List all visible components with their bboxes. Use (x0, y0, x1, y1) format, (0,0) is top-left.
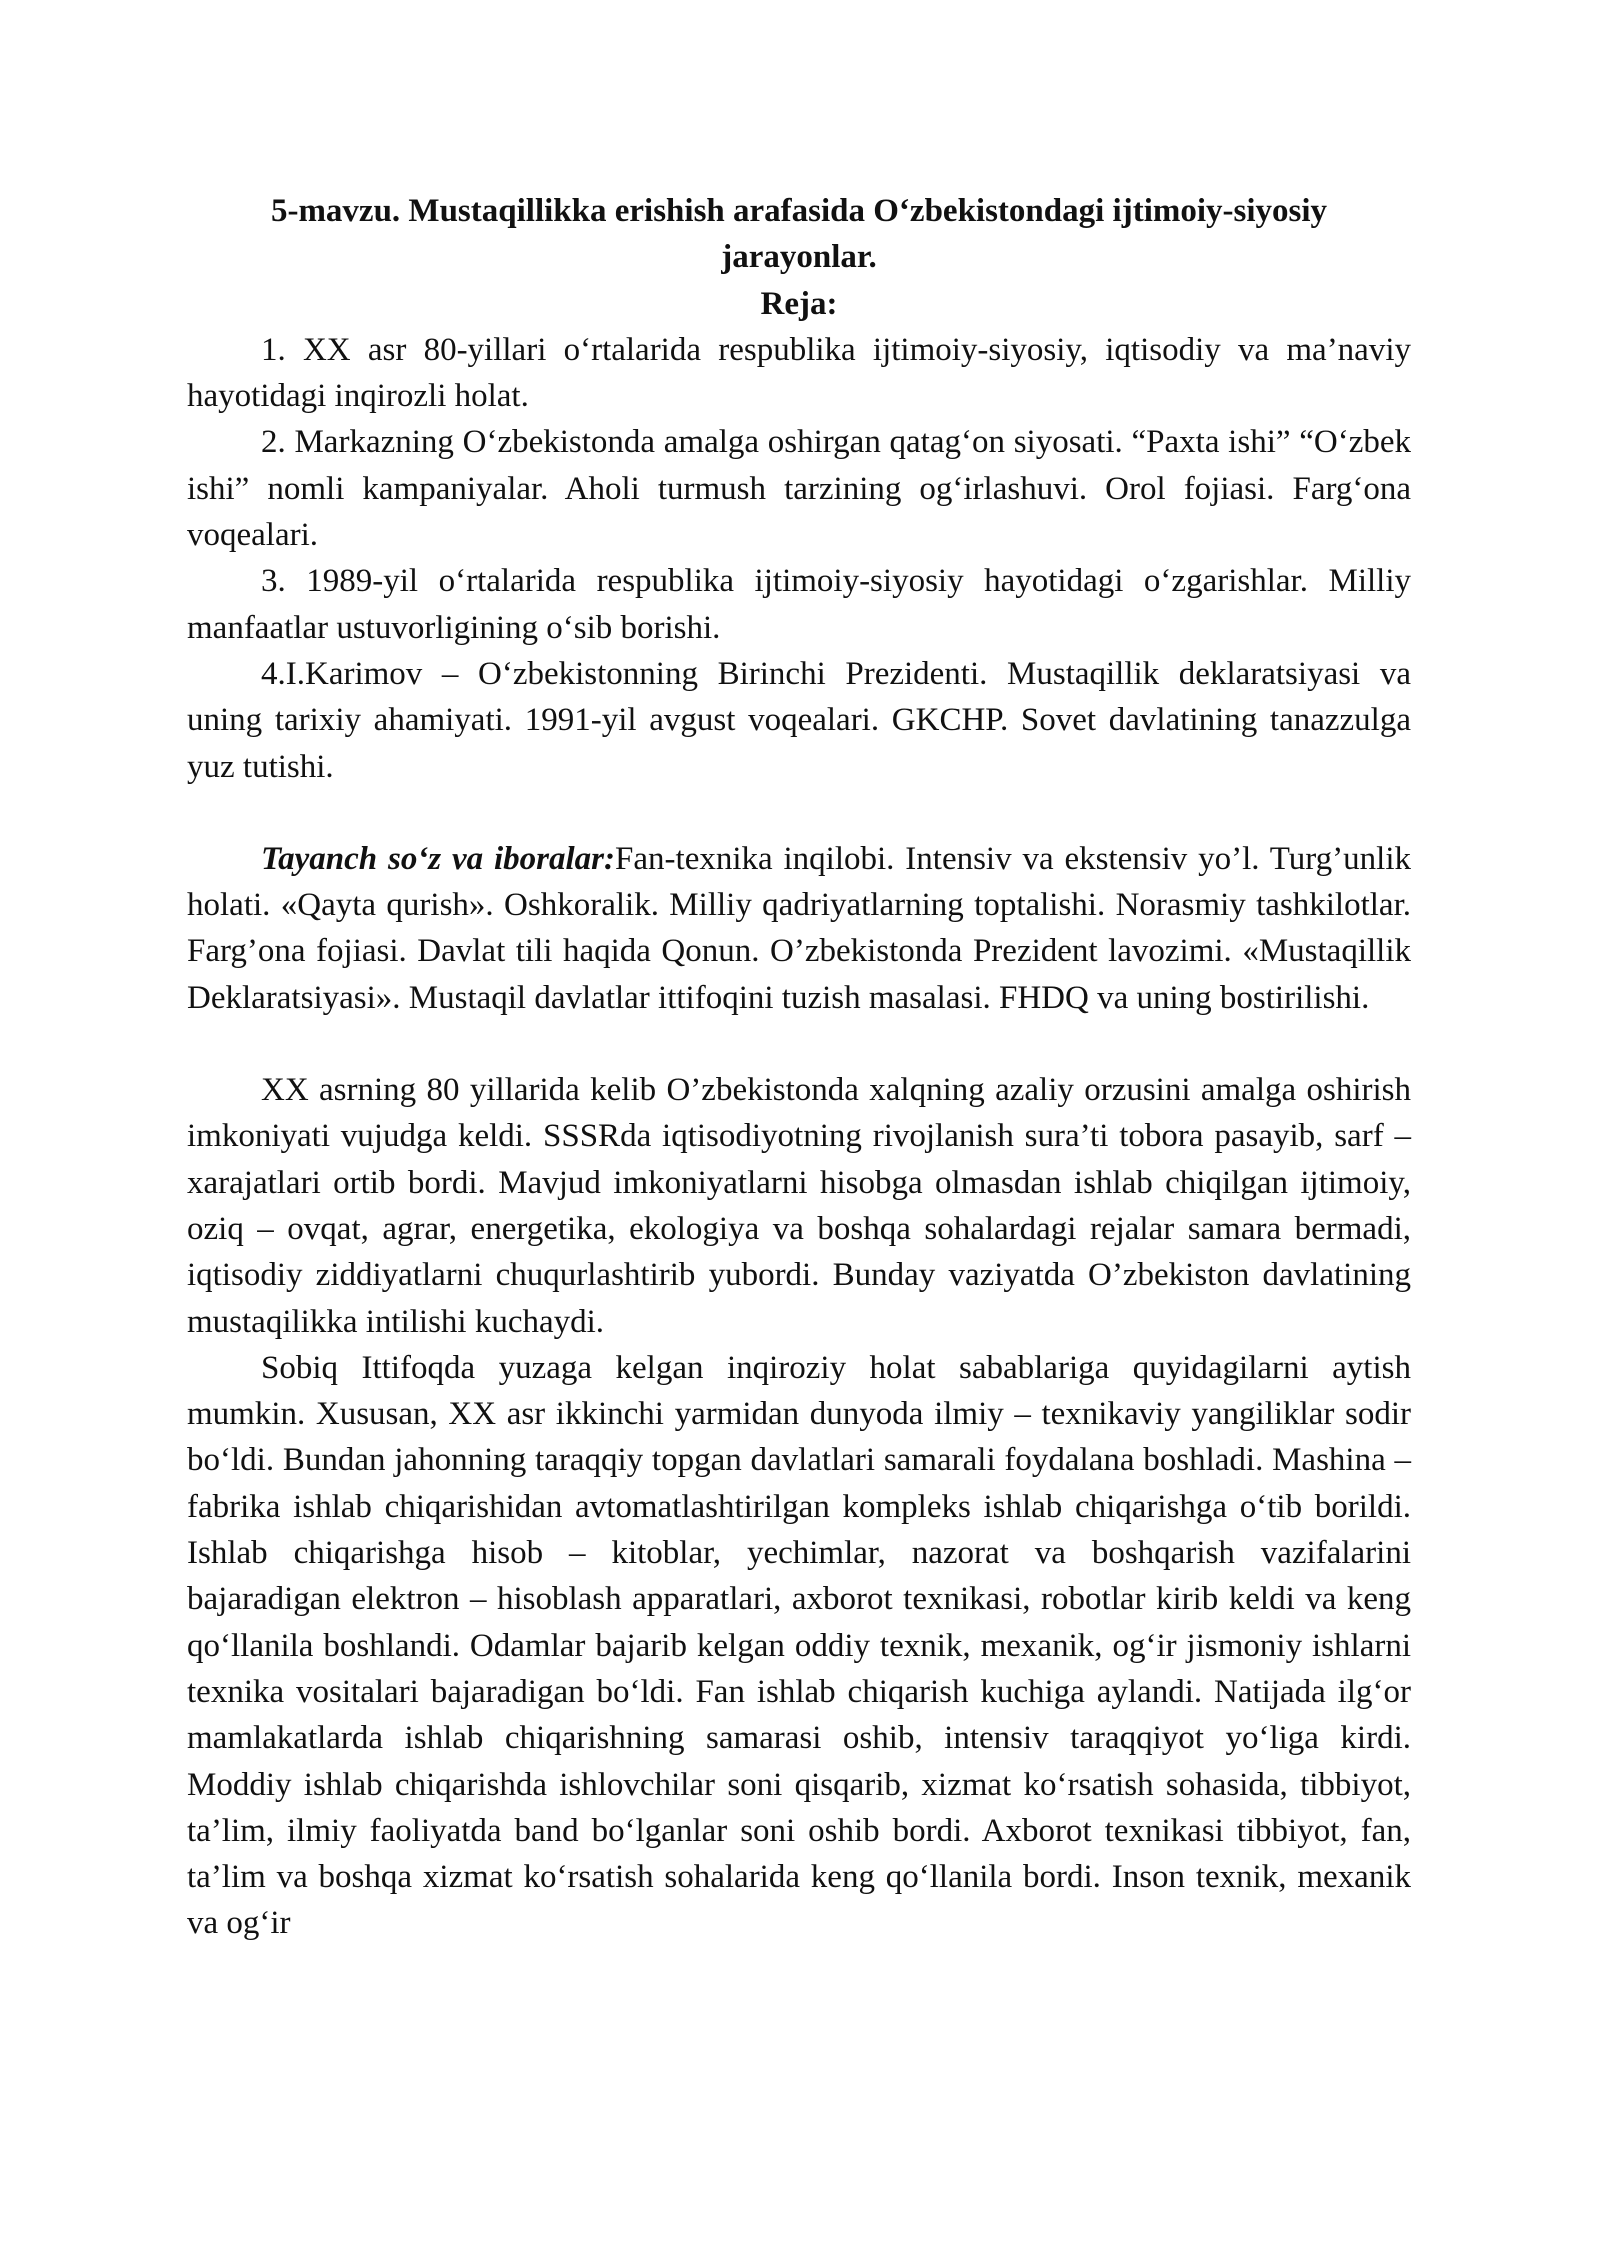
keywords-label: Tayanch so‘z va iboralar: (261, 840, 616, 877)
body-paragraph-1: XX asrning 80 yillarida kelib O’zbekistonda xalqning azaliy orzusini amalga oshirish imkoniyati vujudga keldi. SSSRda iqtisodiyotning rivojlanish sura’ti tobora pasayib, sarf – xarajatlari ortib bordi. Mavjud imkoniyatlarni hisobga olmasdan ishlab chiqilgan ijtimoiy, oziq – ovqat, agrar, energetika, ekologiya va boshqa sohalardagi rejalar samara bermadi, iqtisodiy ziddiyatlarni chuqurlashtirib yubordi. Bunday vaziyatda O’zbekiston davlatining mustaqilikka intilishi kuchaydi. (187, 1072, 1411, 1340)
plan-heading: Reja: (760, 285, 838, 322)
keywords-text: Fan-texnika inqilobi. Intensiv va ekstensiv yo’l. Turg’unlik holati. «Qayta qurish». Oshkoralik. Milliy qadriyatlarning toptalishi. Norasmiy tashkilotlar. Farg’ona fojiasi. Davlat tili haqida Qonun. O’zbekistonda Prezident lavozimi. «Mustaqillik Deklaratsiyasi». Mustaqil davlatlar ittifoqini tuzish masalasi. FHDQ va uning bostirilishi. (187, 840, 1411, 1016)
document-title: 5-mavzu. Mustaqillikka erishish arafasida O‘zbekistondagi ijtimoiy-siyosiy jarayonlar. (270, 193, 1328, 276)
plan-item-2: 2. Markazning O‘zbekistonda amalga oshirgan qatag‘on siyosati. “Paxta ishi” “O‘zbek ishi” nomli kampaniyalar. Aholi turmush tarzining og‘irlashuvi. Orol fojiasi. Farg‘ona voqealari. (187, 424, 1411, 554)
spacer (187, 790, 1411, 836)
spacer (187, 1021, 1411, 1067)
document-content (187, 188, 1411, 1947)
body-paragraph-2: Sobiq Ittifoqda yuzaga kelgan inqiroziy holat sabablariga quyidagilarni aytish mumkin. Xususan, XX asr ikkinchi yarmidan dunyoda ilmiy – texnikaviy yangiliklar sodir bo‘ldi. Bundan jahonning taraqqiy topgan davlatlari samarali foydalana boshladi. Mashina – fabrika ishlab chiqarishidan avtomatlashtirilgan kompleks ishlab chiqarishga o‘tib borildi. Ishlab chiqarishga hisob – kitoblar, yechimlar, nazorat va boshqarish vazifalarini bajaradigan elektron – hisoblash apparatlari, axborot texnikasi, robotlar kirib keldi va keng qo‘llanila boshlandi. Odamlar bajarib kelgan oddiy texnik, mexanik, og‘ir jismoniy ishlarni texnika vositalari bajaradigan bo‘ldi. Fan ishlab chiqarish kuchiga aylandi. Natijada ilg‘or mamlakatlarda ishlab chiqarishning samarasi oshib, intensiv taraqqiyot yo‘liga kirdi. Moddiy ishlab chiqarishda ishlovchilar soni qisqarib, xizmat ko‘rsatish sohasida, tibbiyot, ta’lim, ilmiy faoliyatda band bo‘lganlar soni oshib bordi. Axborot texnikasi tibbiyot, fan, ta’lim va boshqa xizmat ko‘rsatish sohalarida keng qo‘llanila bordi. Inson texnik, mexanik va og‘ir (187, 1349, 1411, 1942)
keywords-paragraph (187, 836, 1411, 1021)
plan-item-3: 3. 1989-yil o‘rtalarida respublika ijtimoiy-siyosiy hayotidagi o‘zgarishlar. Milliy manfaatlar ustuvorligining o‘sib borishi. (187, 563, 1411, 646)
plan-item-4: 4.I.Karimov – O‘zbekistonning Birinchi Prezidenti. Mustaqillik deklaratsiyasi va uning tarixiy ahamiyati. 1991-yil avgust voqealari. GKCHP. Sovet davlatining tanazzulga yuz tutishi. (187, 655, 1411, 785)
plan-item-1: 1. XX asr 80-yillari o‘rtalarida respublika ijtimoiy-siyosiy, iqtisodiy va ma’naviy hayotidagi inqirozli holat. (187, 331, 1411, 415)
